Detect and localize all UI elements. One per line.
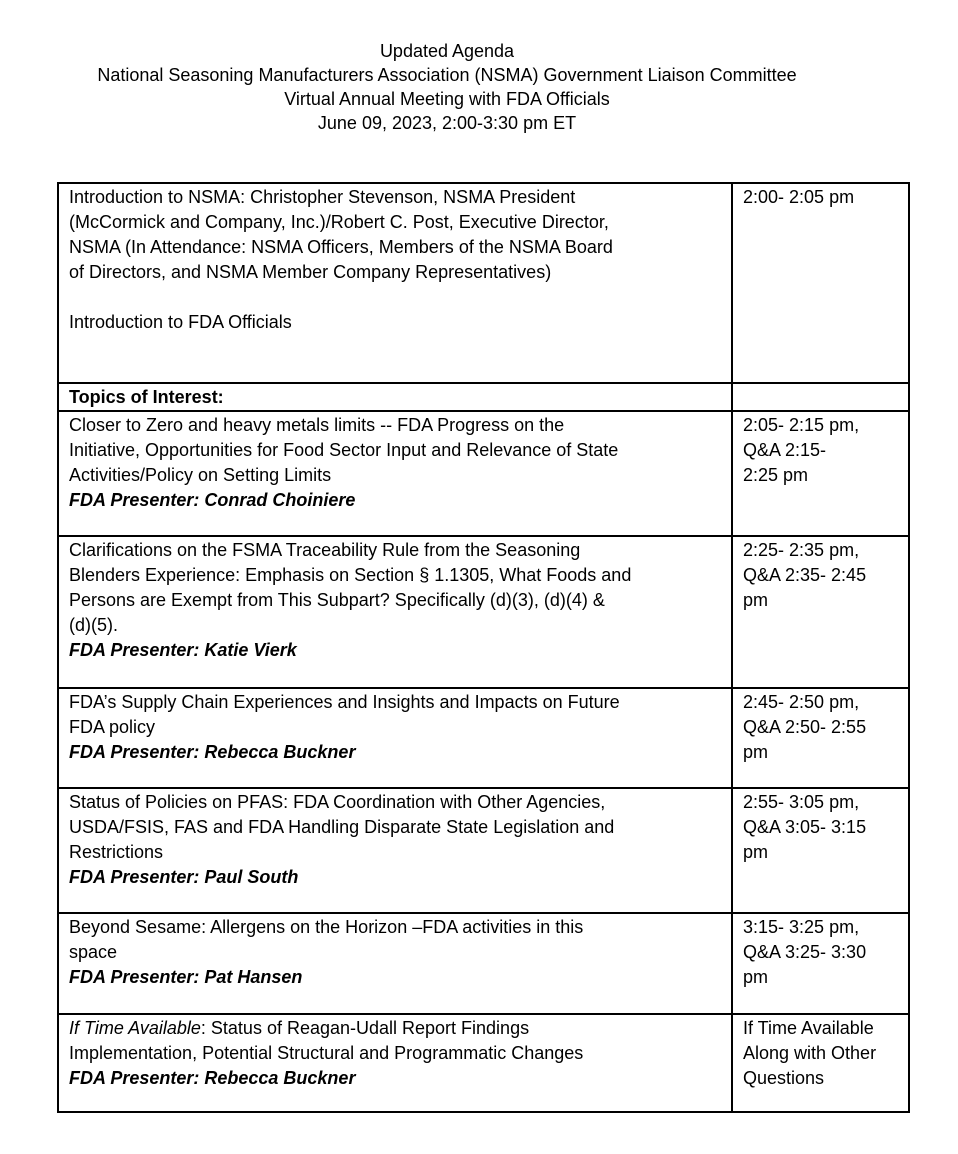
item-line — [69, 1016, 721, 1041]
intro-time-cell — [732, 183, 909, 383]
time-text: If Time Available — [743, 1018, 874, 1038]
agenda-row-item — [58, 913, 909, 1014]
item-time-cell — [732, 913, 909, 1014]
item-line: Restrictions — [69, 842, 164, 862]
topics-header-time-cell — [732, 383, 909, 411]
intro-line: (McCormick and Company, Inc.)/Robert C. Post, Executive Director, — [69, 212, 609, 232]
time-text: 2:45- 2:50 pm, — [743, 692, 860, 712]
time-text: Q&A 2:50- 2:55 — [743, 717, 867, 737]
time-text: 2:55- 3:05 pm, — [743, 792, 860, 812]
time-text: Q&A 3:25- 3:30 — [743, 942, 867, 962]
time-text: pm — [743, 967, 769, 987]
header-meeting: Virtual Annual Meeting with FDA Officials — [284, 89, 610, 109]
item-line: FDA policy — [69, 717, 156, 737]
item-time-cell — [732, 536, 909, 688]
document-header — [0, 39, 894, 135]
agenda-row-item — [58, 1014, 909, 1112]
agenda-table — [57, 182, 910, 1113]
presenter-label: FDA Presenter: Rebecca Buckner — [69, 742, 356, 762]
item-line: Implementation, Potential Structural and Programmatic Changes — [69, 1043, 584, 1063]
item-lead-italic: If Time Available — [69, 1018, 201, 1038]
time-text: 2:05- 2:15 pm, — [743, 415, 860, 435]
time-text: pm — [743, 842, 769, 862]
time-text: pm — [743, 742, 769, 762]
item-line: FDA’s Supply Chain Experiences and Insights and Impacts on Future — [69, 692, 620, 712]
intro-line: NSMA (In Attendance: NSMA Officers, Members of the NSMA Board — [69, 237, 613, 257]
item-line: Closer to Zero and heavy metals limits -- FDA Progress on the — [69, 415, 565, 435]
topics-header: Topics of Interest: — [58, 383, 732, 411]
time-text: Along with Other — [743, 1043, 877, 1063]
agenda-row-item — [58, 536, 909, 688]
intro-fda-line: Introduction to FDA Officials — [69, 312, 292, 332]
item-line: Initiative, Opportunities for Food Sector Input and Relevance of State — [69, 440, 619, 460]
item-line: USDA/FSIS, FAS and FDA Handling Disparate State Legislation and — [69, 817, 615, 837]
item-description-cell — [58, 1014, 732, 1112]
time-text: Questions — [743, 1068, 825, 1088]
presenter-label: FDA Presenter: Katie Vierk — [69, 640, 297, 660]
item-line: (d)(5). — [69, 615, 118, 635]
time-text: 2:25- 2:35 pm, — [743, 540, 860, 560]
item-description-cell — [58, 688, 732, 788]
header-organization: National Seasoning Manufacturers Association (NSMA) Government Liaison Committee — [97, 65, 797, 85]
item-line-rest: : Status of Reagan-Udall Report Findings — [200, 1018, 530, 1038]
item-description-cell — [58, 536, 732, 688]
item-line: Beyond Sesame: Allergens on the Horizon –FDA activities in this — [69, 917, 584, 937]
item-time-cell — [732, 788, 909, 913]
time-text: Q&A 2:15- — [743, 440, 827, 460]
presenter-label: FDA Presenter: Conrad Choiniere — [69, 490, 356, 510]
item-time-cell — [732, 411, 909, 536]
intro-line: of Directors, and NSMA Member Company Representatives) — [69, 262, 552, 282]
item-line: Activities/Policy on Setting Limits — [69, 465, 332, 485]
time-text: 2:00- 2:05 pm — [743, 187, 855, 207]
header-date: June 09, 2023, 2:00-3:30 pm ET — [317, 113, 577, 133]
time-text: 2:25 pm — [743, 465, 809, 485]
item-description-cell — [58, 411, 732, 536]
item-line: Persons are Exempt from This Subpart? Specifically (d)(3), (d)(4) & — [69, 590, 605, 610]
agenda-row-item — [58, 788, 909, 913]
item-time-cell — [732, 1014, 909, 1112]
time-text: Q&A 2:35- 2:45 — [743, 565, 867, 585]
item-description-cell — [58, 788, 732, 913]
item-time-cell — [732, 688, 909, 788]
item-line: Status of Policies on PFAS: FDA Coordination with Other Agencies, — [69, 792, 606, 812]
time-text: pm — [743, 590, 769, 610]
agenda-row-item — [58, 688, 909, 788]
agenda-row-topics-header — [58, 383, 909, 411]
presenter-label: FDA Presenter: Paul South — [69, 867, 299, 887]
item-description-cell — [58, 913, 732, 1014]
item-line: Blenders Experience: Emphasis on Section § 1.1305, What Foods and — [69, 565, 632, 585]
item-line: space — [69, 942, 118, 962]
header-title: Updated Agenda — [379, 41, 515, 61]
presenter-label: FDA Presenter: Rebecca Buckner — [69, 1068, 356, 1088]
agenda-row-intro — [58, 183, 909, 383]
item-line: Clarifications on the FSMA Traceability Rule from the Seasoning — [69, 540, 581, 560]
presenter-label: FDA Presenter: Pat Hansen — [69, 967, 303, 987]
agenda-row-item — [58, 411, 909, 536]
time-text: Q&A 3:05- 3:15 — [743, 817, 867, 837]
time-text: 3:15- 3:25 pm, — [743, 917, 860, 937]
intro-line: Introduction to NSMA: Christopher Stevenson, NSMA President — [69, 187, 576, 207]
intro-description-cell — [58, 183, 732, 383]
